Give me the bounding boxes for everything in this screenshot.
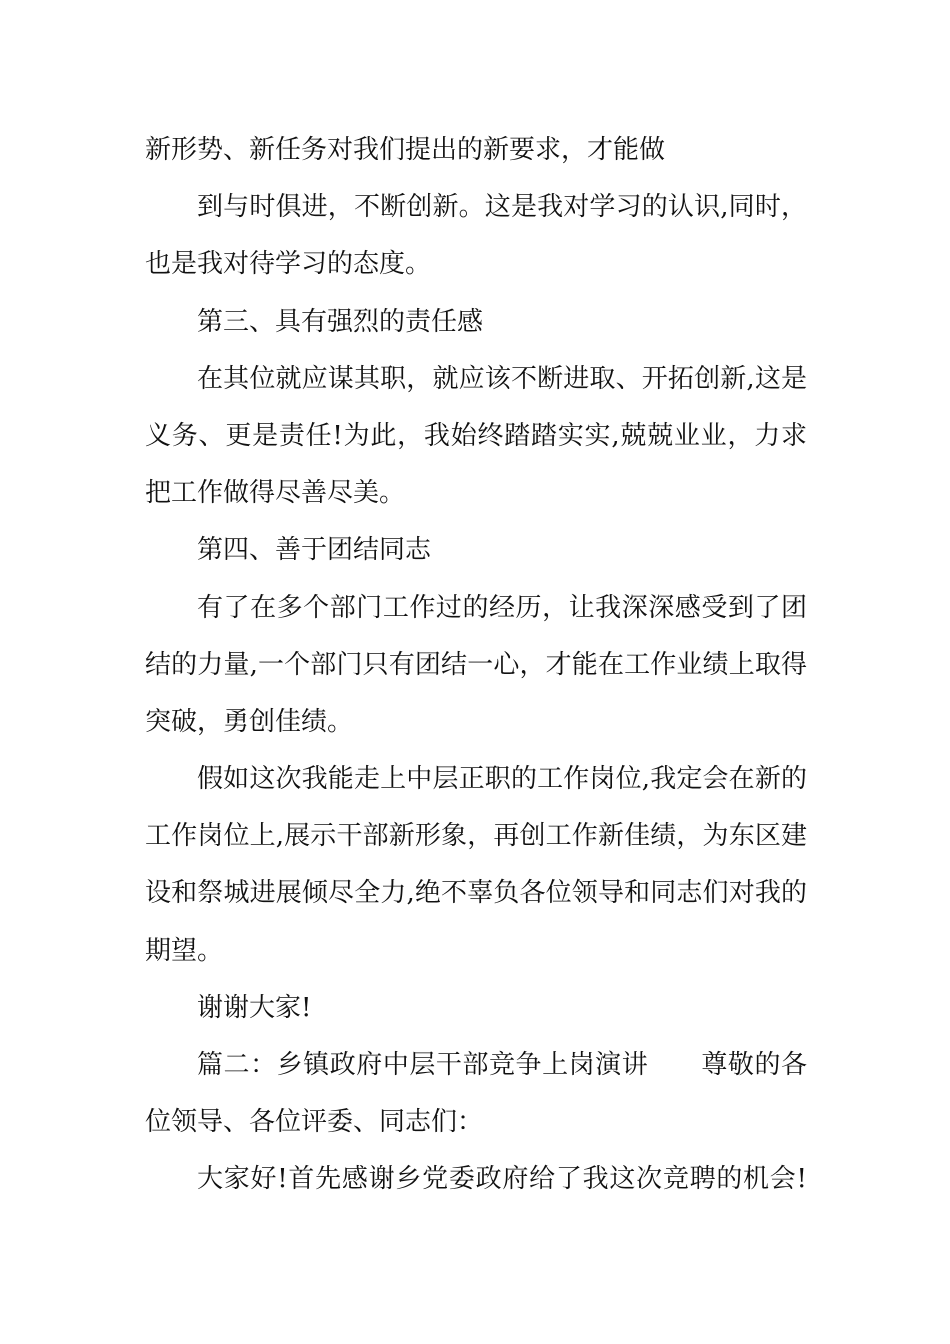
text-line: 把工作做得尽善尽美。 (145, 478, 406, 509)
text-line: 突破，勇创佳绩。 (145, 706, 354, 737)
text-line: 结的力量,一个部门只有团结一心，才能在工作业绩上取得 (145, 649, 807, 680)
section-heading: 第三、具有强烈的责任感 (197, 306, 484, 337)
text-line: 工作岗位上,展示干部新形象，再创工作新佳绩，为东区建 (145, 821, 807, 852)
text-line: 大家好!首先感谢乡党委政府给了我这次竞聘的机会! (197, 1164, 807, 1195)
text-line: 新形势、新任务对我们提出的新要求，才能做 (145, 135, 666, 165)
text-line: 义务、更是责任!为此，我始终踏踏实实,兢兢业业，力求 (145, 420, 807, 451)
text-line: 假如这次我能走上中层正职的工作岗位,我定会在新的 (197, 764, 807, 795)
section-heading: 篇二：乡镇政府中层干部竞争上岗演讲 尊敬的各 (197, 1050, 807, 1080)
text-line: 也是我对待学习的态度。 (145, 249, 432, 280)
text-line: 在其位就应谋其职，就应该不断进取、开拓创新,这是 (197, 363, 807, 394)
text-line: 有了在多个部门工作过的经历，让我深深感受到了团 (197, 592, 807, 623)
text-line: 位领导、各位评委、同志们： (145, 1107, 484, 1138)
text-line: 期望。 (145, 935, 224, 966)
text-line: 到与时俱进，不断创新。这是我对学习的认识,同时， (197, 192, 807, 223)
text-line: 谢谢大家! (197, 992, 312, 1023)
section-heading: 第四、善于团结同志 (197, 535, 432, 566)
document-body (145, 122, 807, 1209)
text-line: 设和祭城进展倾尽全力,绝不辜负各位领导和同志们对我的 (145, 878, 807, 909)
